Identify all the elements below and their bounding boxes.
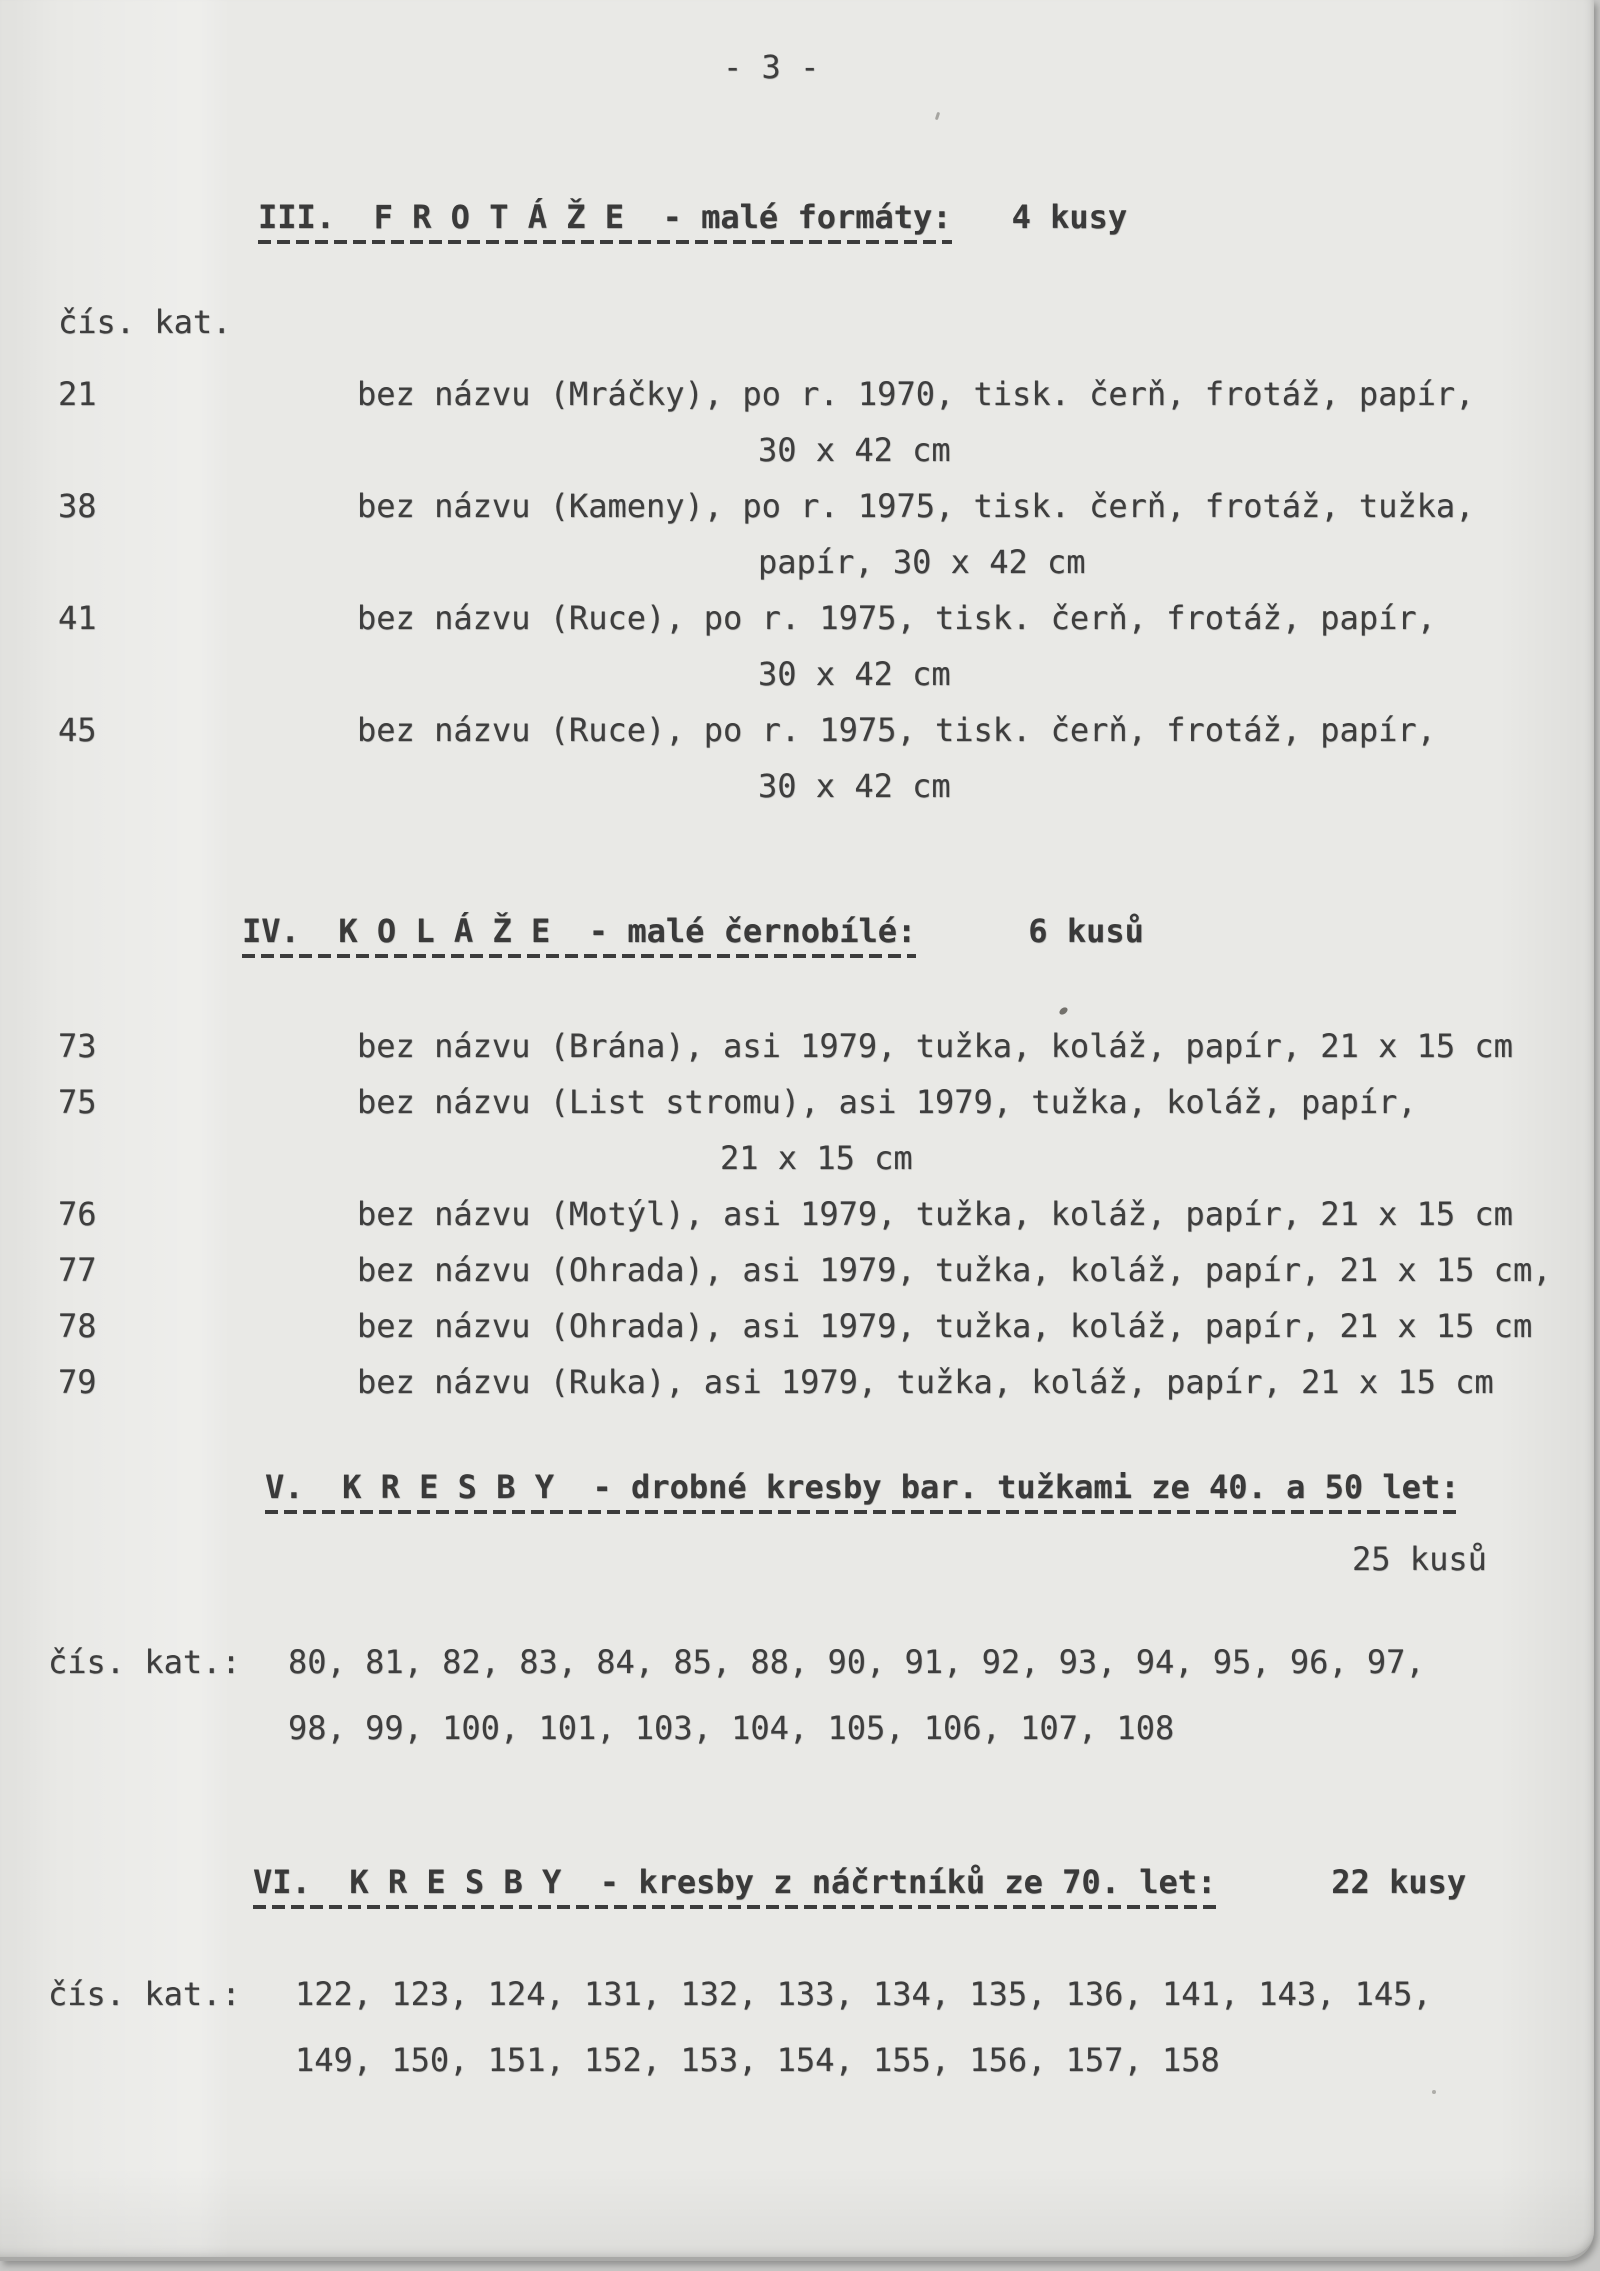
section-v-heading-text: V. K R E S B Y - drobné kresby bar. tužkami ze 40. a 50 let: <box>265 1471 1459 1514</box>
catalog-number: 41 <box>58 599 97 637</box>
entry-text-line: bez názvu (Kameny), po r. 1975, tisk. čerň, frotáž, tužka, <box>357 487 1475 525</box>
section-iii-heading-text: III. F R O T Á Ž E - malé formáty: <box>258 201 952 244</box>
entry-continuation-line: 30 x 42 cm <box>758 431 951 469</box>
entry-continuation-line: papír, 30 x 42 cm <box>758 543 1086 581</box>
section-iv-heading-text: IV. K O L Á Ž E - malé černobílé: <box>242 915 916 958</box>
catalog-label: čís. kat. <box>58 303 232 341</box>
catalog-numbers-line: 122, 123, 124, 131, 132, 133, 134, 135, 136, 141, 143, 145, <box>295 1975 1432 2013</box>
catalog-number: 75 <box>58 1083 97 1121</box>
catalog-numbers-line: 80, 81, 82, 83, 84, 85, 88, 90, 91, 92, 93, 94, 95, 96, 97, <box>288 1643 1425 1681</box>
catalog-numbers-line: 98, 99, 100, 101, 103, 104, 105, 106, 107, 108 <box>288 1709 1175 1747</box>
entry-text-line: bez názvu (Ohrada), asi 1979, tužka, koláž, papír, 21 x 15 cm, <box>357 1251 1552 1289</box>
section-v-count: 25 kusů <box>1352 1540 1487 1578</box>
section-iii-heading <box>258 198 1128 244</box>
catalog-number: 21 <box>58 375 97 413</box>
entry-continuation-line: 21 x 15 cm <box>720 1139 913 1177</box>
catalog-numbers-line: 149, 150, 151, 152, 153, 154, 155, 156, 157, 158 <box>295 2041 1220 2079</box>
section-v-heading <box>265 1468 1460 1514</box>
catalog-number: 38 <box>58 487 97 525</box>
entry-text-line: bez názvu (Ohrada), asi 1979, tužka, koláž, papír, 21 x 15 cm <box>357 1307 1533 1345</box>
catalog-label: čís. kat.: <box>48 1643 241 1681</box>
catalog-number: 77 <box>58 1251 97 1289</box>
entry-text-line: bez názvu (Ruce), po r. 1975, tisk. čerň, frotáž, papír, <box>357 711 1436 749</box>
entry-text-line: bez názvu (List stromu), asi 1979, tužka, koláž, papír, <box>357 1083 1417 1121</box>
catalog-number: 73 <box>58 1027 97 1065</box>
entry-continuation-line: 30 x 42 cm <box>758 655 951 693</box>
section-iii-count: 4 kusy <box>1011 198 1128 236</box>
catalog-number: 79 <box>58 1363 97 1401</box>
entry-text-line: bez názvu (Ruce), po r. 1975, tisk. čerň, frotáž, papír, <box>357 599 1436 637</box>
catalog-number: 78 <box>58 1307 97 1345</box>
paper-speck <box>1432 2090 1436 2094</box>
entry-text-line: bez názvu (Ruka), asi 1979, tužka, koláž, papír, 21 x 15 cm <box>357 1363 1494 1401</box>
section-iv-heading <box>242 912 1144 958</box>
section-vi-heading-text: VI. K R E S B Y - kresby z náčrtníků ze 70. let: <box>253 1866 1216 1909</box>
catalog-label: čís. kat.: <box>48 1975 241 2013</box>
entry-text-line: bez názvu (Motýl), asi 1979, tužka, koláž, papír, 21 x 15 cm <box>357 1195 1513 1233</box>
entry-text-line: bez názvu (Brána), asi 1979, tužka, koláž, papír, 21 x 15 cm <box>357 1027 1513 1065</box>
section-iv-count: 6 kusů <box>1028 912 1144 950</box>
paper-speck <box>935 112 940 121</box>
section-vi-count: 22 kusy <box>1331 1863 1467 1901</box>
paper-speck <box>1058 1006 1069 1016</box>
catalog-number: 76 <box>58 1195 97 1233</box>
entry-text-line: bez názvu (Mráčky), po r. 1970, tisk. čerň, frotáž, papír, <box>357 375 1475 413</box>
page-number: - 3 - <box>723 48 820 86</box>
entry-continuation-line: 30 x 42 cm <box>758 767 951 805</box>
section-vi-heading <box>253 1863 1467 1909</box>
catalog-number: 45 <box>58 711 97 749</box>
